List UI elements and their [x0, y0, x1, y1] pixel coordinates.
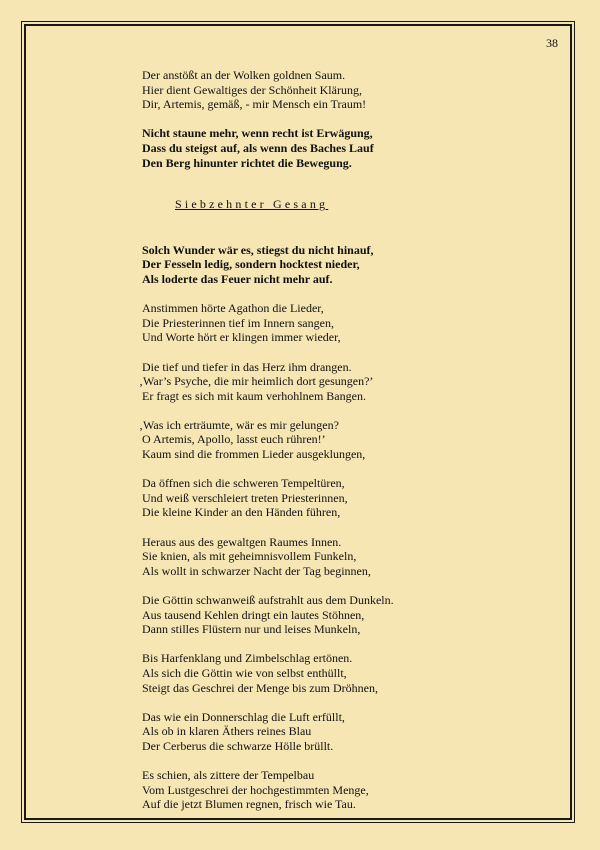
verse-line: Dir, Artemis, gemäß, - mir Mensch ein Traum! — [142, 97, 367, 112]
verse-line: Der Cerberus die schwarze Hölle brüllt. — [142, 738, 334, 753]
verse-line: Vom Lustgeschrei der hochgestimmten Menge, — [142, 782, 369, 797]
verse-line: Steigt das Geschrei der Menge bis zum Dröhnen, — [142, 680, 378, 695]
stanza — [142, 126, 542, 170]
stanza — [142, 243, 542, 287]
verse-line: Als ob in klaren Äthers reines Blau — [142, 724, 312, 739]
stanza — [142, 710, 542, 754]
verse-line: Die Göttin schwanweiß aufstrahlt aus dem Dunkeln. — [142, 593, 394, 607]
verse-line: Aus tausend Kehlen dringt ein lautes Stöhnen, — [142, 607, 365, 622]
verse-line: Die tief und tiefer in das Herz ihm drangen. — [142, 359, 352, 374]
verse-line: Heraus aus des gewaltgen Raumes Innen. — [142, 534, 342, 549]
verse-line: Und Worte hört er klingen immer wieder, — [142, 330, 341, 345]
page-number: 38 — [546, 36, 558, 50]
verse-line: Nicht staune mehr, wenn recht ist Erwägung, — [142, 126, 373, 141]
verse-line: Die Priesterinnen tief im Innern sangen, — [142, 315, 334, 330]
verse-line: Als sich die Göttin wie von selbst enthüllt, — [142, 665, 347, 680]
verse-line: Den Berg hinunter richtet die Bewegung. — [142, 155, 352, 170]
verse-line: Der anstößt an der Wolken goldnen Saum. — [142, 68, 346, 82]
verse-line: Und weiß verschleiert treten Priesterinnen, — [142, 490, 348, 505]
verse-line: Sie knien, als mit geheimnisvollem Funkeln, — [142, 549, 357, 564]
verse-line: Als wollt in schwarzer Nacht der Tag beginnen, — [142, 563, 371, 578]
poem-body — [139, 68, 542, 827]
verse-line: Dann stilles Flüstern nur und leises Munkeln, — [142, 622, 361, 637]
verse-line: Auf die jetzt Blumen regnen, frisch wie Tau. — [142, 797, 356, 812]
canto-heading: Siebzehnter Gesang — [175, 197, 329, 212]
verse-line: Hier dient Gewaltiges der Schönheit Klärung, — [142, 82, 362, 97]
verse-line: Es schien, als zittere der Tempelbau — [142, 768, 315, 783]
verse-line: Der Fesseln ledig, sondern hocktest nieder, — [142, 257, 360, 272]
verse-line: Bis Harfenklang und Zimbelschlag ertönen. — [142, 651, 353, 666]
verse-line: Solch Wunder wär es, stiegst du nicht hinauf, — [142, 242, 374, 257]
stanza — [142, 651, 542, 695]
stanza — [142, 535, 542, 579]
verse-line: ‚War’s Psyche, die mir heimlich dort gesungen?’ — [139, 374, 374, 389]
stanza — [142, 301, 542, 345]
stanza — [139, 417, 542, 462]
verse-line: Die kleine Kinder an den Händen führen, — [142, 505, 341, 520]
verse-line: Er fragt es sich mit kaum verhohlnem Bangen. — [142, 388, 366, 403]
stanza-group-top — [142, 68, 542, 170]
verse-line: Kaum sind die frommen Lieder ausgeklungen, — [142, 447, 366, 462]
stanza — [142, 593, 542, 637]
stanza — [142, 768, 542, 812]
stanza-group-bottom — [139, 242, 542, 812]
verse-line: Als loderte das Feuer nicht mehr auf. — [142, 271, 333, 286]
stanza — [142, 68, 542, 112]
stanza — [142, 476, 542, 520]
verse-line: ‚Was ich erträumte, wär es mir gelungen? — [139, 417, 339, 432]
verse-line: Da öffnen sich die schweren Tempeltüren, — [142, 476, 345, 491]
stanza — [139, 359, 542, 404]
verse-line: Das wie ein Donnerschlag die Luft erfüllt, — [142, 709, 345, 724]
verse-line: Anstimmen hörte Agathon die Lieder, — [142, 301, 324, 316]
verse-line: O Artemis, Apollo, lasst euch rühren!’ — [142, 432, 326, 447]
verse-line: Dass du steigst auf, als wenn des Baches Lauf — [142, 140, 374, 155]
